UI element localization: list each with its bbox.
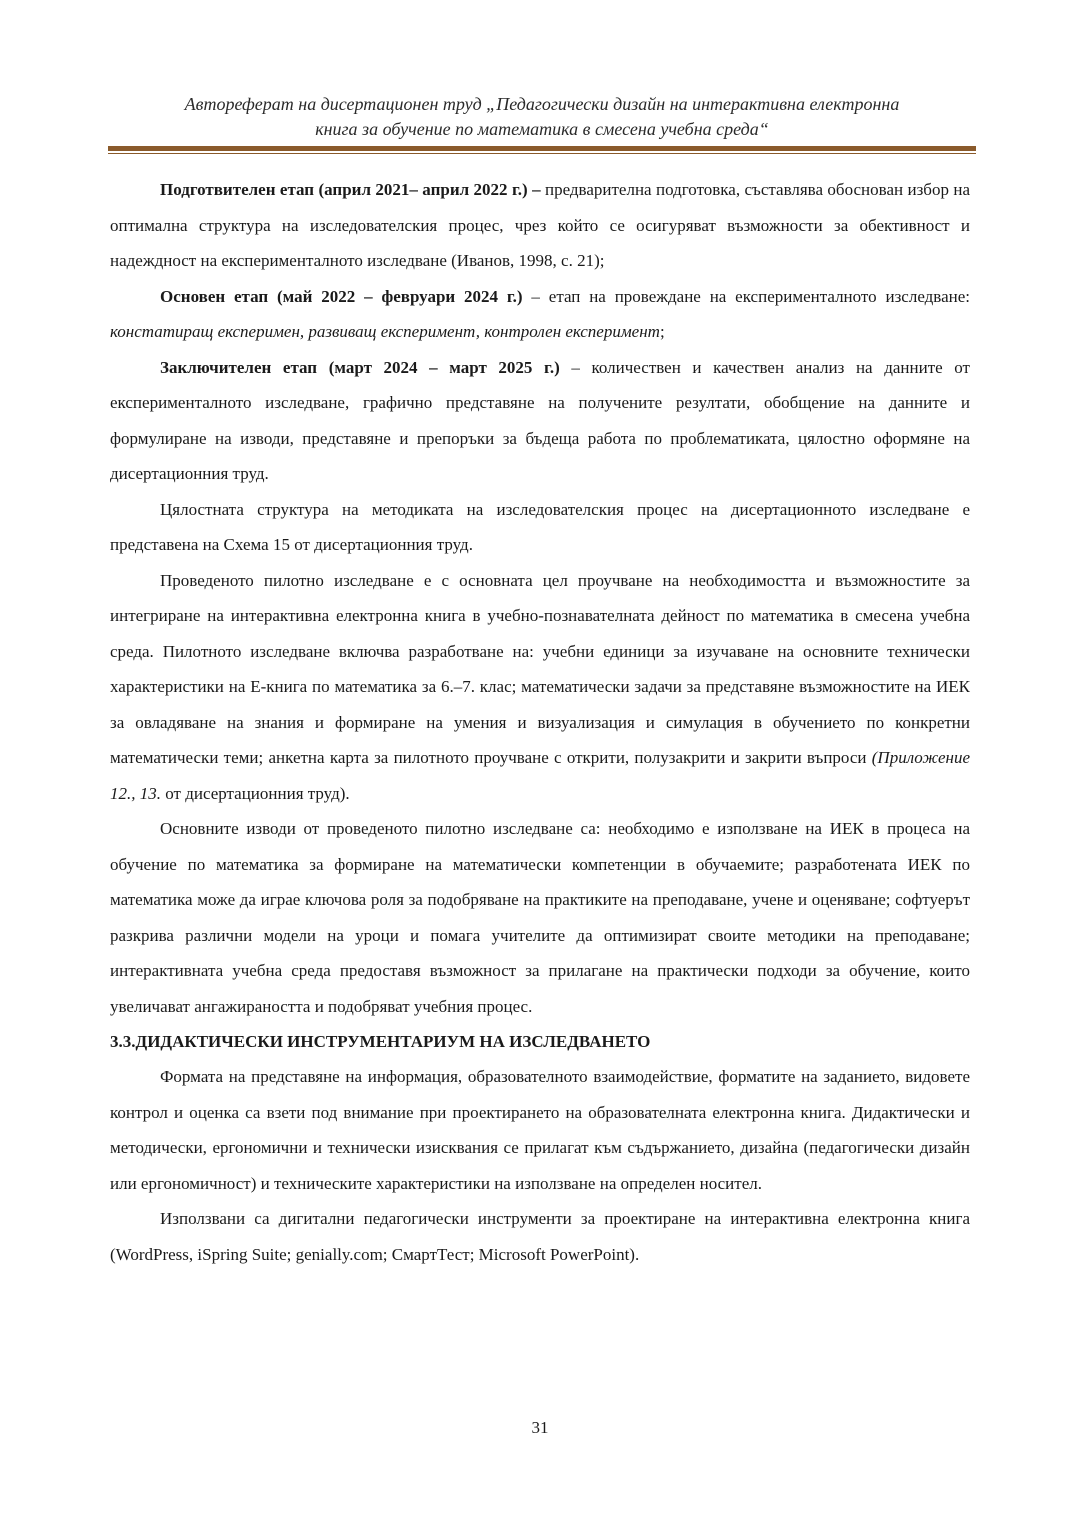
paragraph-final-stage: [110, 350, 970, 492]
preparatory-stage-title: Подготвителен етап (април 2021– април 2022 г.) –: [160, 180, 541, 199]
header-rule-thin: [108, 153, 976, 154]
paragraph-pilot-conclusions: Основните изводи от проведеното пилотно изследване са: необходимо е използване на ИЕК в процеса на обучение по математика за формиране на математически компетенции в обучаемите; разработената ИЕК по математика може да играе ключова роля за подобряване на практиките на преподаване, учене и оценяване; софтуерът разкрива различни модели на уроци и помага учителите да оптимизират своите методики на преподаване; интерактивната учебна среда предоставя възможност за прилагане на практически подходи за обучение, които увеличават ангажираността и подобряват учебния процес.: [110, 819, 970, 1016]
header-line-1: Автореферат на дисертационен труд „Педагогически дизайн на интерактивна електронна: [184, 94, 900, 114]
main-stage-tail: ;: [659, 322, 665, 341]
body-text: [110, 172, 970, 1272]
preparatory-stage-text: предварителна подготовка, съставлява обоснован избор на оптимална структура на изследователския процес, чрез който се осигуряват възможности за обективност и надеждност на експерименталното изследване (Иванов, 1998, с. 21);: [110, 180, 970, 270]
pilot-study-italic: (Приложение 12., 13.: [110, 748, 970, 803]
running-header: [108, 92, 976, 142]
paragraph-didactic-requirements: Формата на представяне на информация, образователното взаимодействие, форматите на заданието, видовете контрол и оценка са взети под внимание при проектирането на образователната електронна книга. Дидактически и методически, ергономични и технически изисквания се прилагат към съдържанието, дизайна (педагогически дизайн или ергономичност) и техническите характеристики на използване на определен носител.: [110, 1067, 970, 1193]
main-stage-text: – етап на провеждане на експерименталното изследване:: [522, 286, 970, 306]
paragraph-pilot-study: [110, 563, 970, 812]
header-line-2: книга за обучение по математика в смесена учебна среда“: [315, 119, 769, 139]
section-heading: 3.3.ДИДАКТИЧЕСКИ ИНСТРУМЕНТАРИУМ НА ИЗСЛЕДВАНЕТО: [110, 1032, 651, 1051]
paragraph-preparatory-stage: [110, 172, 970, 279]
paragraph-main-stage: [110, 279, 970, 350]
main-stage-title: Основен етап (май 2022 – февруари 2024 г.): [160, 286, 523, 306]
main-stage-italic: констатиращ експеримен, развиващ експеримент, контролен експеримент: [110, 322, 660, 341]
paragraph-methodology-structure: Цялостната структура на методиката на изследователския процес на дисертационното изследване е представена на Схема 15 от дисертационния труд.: [110, 499, 970, 554]
final-stage-text: – количествен и качествен анализ на данните от експерименталното изследване, графично представяне на получените резултати, обобщение на данните и формулиране на изводи, представяне и препоръки за бъдеща работа по проблематиката, цялостно оформяне на дисертационния труд.: [110, 357, 970, 483]
final-stage-title: Заключителен етап (март 2024 – март 2025 г.): [160, 357, 560, 377]
pilot-study-text: Проведеното пилотно изследване е с основната цел проучване на необходимостта и възможностите за интегриране на интерактивна електронна книга в учебно-познавателната дейност по математика в смесена учебна среда. Пилотното изследване включва разработване на: учебни единици за изучаване на основните технически характеристики на Е-книга по математика за 6.–7. клас; математически задачи за представяне възможностите на ИЕК за овладяване на знания и формиране на умения и визуализация и симулация в обучението по конкретни математически теми; анкетна карта за пилотното проучване с открити, полузакрити и закрити въпроси: [110, 570, 970, 767]
paragraph-digital-tools: Използвани са дигитални педагогически инструменти за проектиране на интерактивна електронна книга (WordPress, iSpring Suite; genially.com; СмартТест; Microsoft PowerPoint).: [110, 1209, 970, 1264]
pilot-study-tail: от дисертационния труд).: [161, 783, 350, 803]
header-rule-thick: [108, 146, 976, 151]
page-number: 31: [531, 1418, 549, 1437]
